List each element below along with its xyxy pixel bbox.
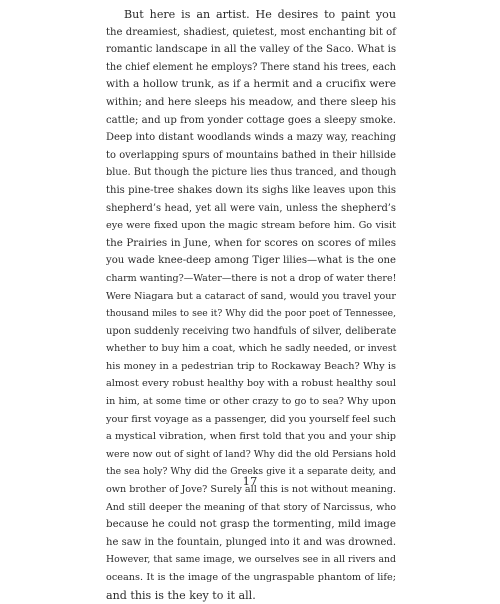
text-line: blue. But though the picture lies thus tranced, and though [106,167,397,179]
text-line: But here is an artist. He desires to paint you [124,8,396,21]
text-line: eye were fixed upon the magic stream before him. Go visit [106,220,396,232]
text-line: because he could not grasp the tormenting, mild image [106,518,396,531]
text-line: a mystical vibration, when first told that you and your ship [106,431,396,443]
text-line: whether to buy him a coat, which he sadly needed, or invest [106,343,397,355]
text-line: he saw in the fountain, plunged into it and was drowned. [106,536,396,548]
text-line: Were Niagara but a cataract of sand, would you travel your [106,290,396,302]
text-line: to overlapping spurs of mountains bathed in their hillside [106,149,396,161]
text-line: the dreamiest, shadiest, quietest, most enchanting bit of [106,26,396,38]
text-line: with a hollow trunk, as if a hermit and a crucifix were [106,78,396,91]
text-line: own brother of Jove? Surely all this is not without meaning. [106,484,397,496]
text-line: However, that same image, we ourselves see in all rivers and [106,554,396,566]
text-line: and this is the key to it all. [106,588,256,602]
text-line: thousand miles to see it? Why did the poor poet of Tennessee, [106,308,396,320]
text-line: were now out of sight of land? Why did the old Persians hold [106,448,396,460]
text-line: this pine-tree shakes down its sighs like leaves upon this [106,184,396,196]
text-line: your first voyage as a passenger, did you yourself feel such [106,413,397,425]
text-line: his money in a pedestrian trip to Rockaway Beach? Why is [106,360,396,372]
text-line: within; and here sleeps his meadow, and there sleep his [106,96,396,108]
text-line: And still deeper the meaning of that story of Narcissus, who [106,501,396,513]
text-line: shepherd’s head, yet all were vain, unless the shepherd’s [106,202,396,214]
text-line: upon suddenly receiving two handfuls of silver, deliberate [106,325,397,337]
paragraph [106,6,396,604]
page-number: 17 [242,474,258,488]
text-line: the Prairies in June, when for scores on scores of miles [106,236,396,249]
text-line: oceans. It is the image of the ungraspable phantom of life; [106,572,396,583]
text-line: romantic landscape in all the valley of the Saco. What is [106,44,397,56]
text-line: the sea holy? Why did the Greeks give it a separate deity, and [106,466,396,478]
text-line: charm wanting?—Water—there is not a drop of water there! [106,272,397,284]
text-line: in him, at some time or other crazy to go to sea? Why upon [106,396,396,408]
text-line: Deep into distant woodlands winds a mazy way, reaching [106,132,396,144]
text-line: cattle; and up from yonder cottage goes a sleepy smoke. [106,114,396,126]
text-line: you wade knee-deep among Tiger lilies—what is the one [106,255,396,267]
text-line: the chief element he employs? There stand his trees, each [106,61,396,73]
text-line: almost every robust healthy boy with a robust healthy soul [106,378,396,390]
